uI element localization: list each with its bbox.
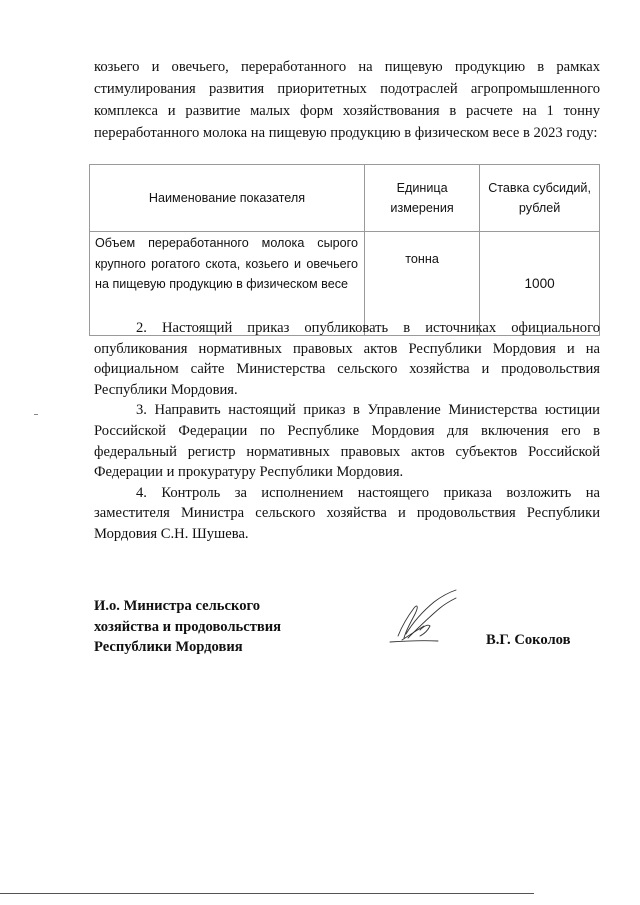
header-rate: Ставка субсидий, рублей bbox=[480, 165, 600, 232]
clause-2: 2. Настоящий приказ опубликовать в источниках официального опубликования нормативных правовых актов Республики Мордовия и на официальном сайте Министерства сельского хозяйства и продовольствия Республики Мордовия. bbox=[94, 320, 600, 398]
cell-rate: 1000 bbox=[480, 232, 600, 336]
signatory-name: В.Г. Соколов bbox=[486, 632, 571, 648]
table-header-row bbox=[90, 165, 600, 232]
signatory-title-line: Республики Мордовия bbox=[94, 639, 243, 655]
clause-4: 4. Контроль за исполнением настоящего приказа возложить на заместителя Министра сельского хозяйства и продовольствия Республики Мордовия С.Н. Шушева. bbox=[94, 484, 600, 542]
signatory-title-line: И.о. Министра сельского bbox=[94, 598, 261, 614]
handwritten-signature bbox=[384, 586, 464, 648]
cell-indicator-name: Объем переработанного молока сырого крупного рогатого скота, козьего и овечьего на пищевую продукцию в физическом весе bbox=[90, 232, 365, 336]
cell-unit: тонна bbox=[364, 232, 479, 336]
header-indicator-name: Наименование показателя bbox=[90, 165, 365, 232]
clauses-section bbox=[94, 318, 600, 545]
margin-mark bbox=[34, 414, 38, 415]
header-unit: Единица измерения bbox=[364, 165, 479, 232]
bottom-rule bbox=[0, 893, 534, 894]
subsidy-rate-table bbox=[89, 164, 600, 336]
signatory-title bbox=[94, 596, 354, 658]
intro-paragraph: козьего и овечьего, переработанного на пищевую продукцию в рамках стимулирования развития приоритетных подотраслей агропромышленного комплекса и развитие малых форм хозяйствования в расчете на 1 тонну переработанного молока на пищевую продукцию в физическом весе в 2023 году: bbox=[94, 59, 600, 141]
signatory-title-line: хозяйства и продовольствия bbox=[94, 618, 282, 635]
clause-3: 3. Направить настоящий приказ в Управление Министерства юстиции Российской Федерации по Республике Мордовия для включения его в федеральный регистр нормативных правовых актов субъектов Российской Федерации и прокуратуру Республики Мордовия. bbox=[94, 402, 600, 481]
